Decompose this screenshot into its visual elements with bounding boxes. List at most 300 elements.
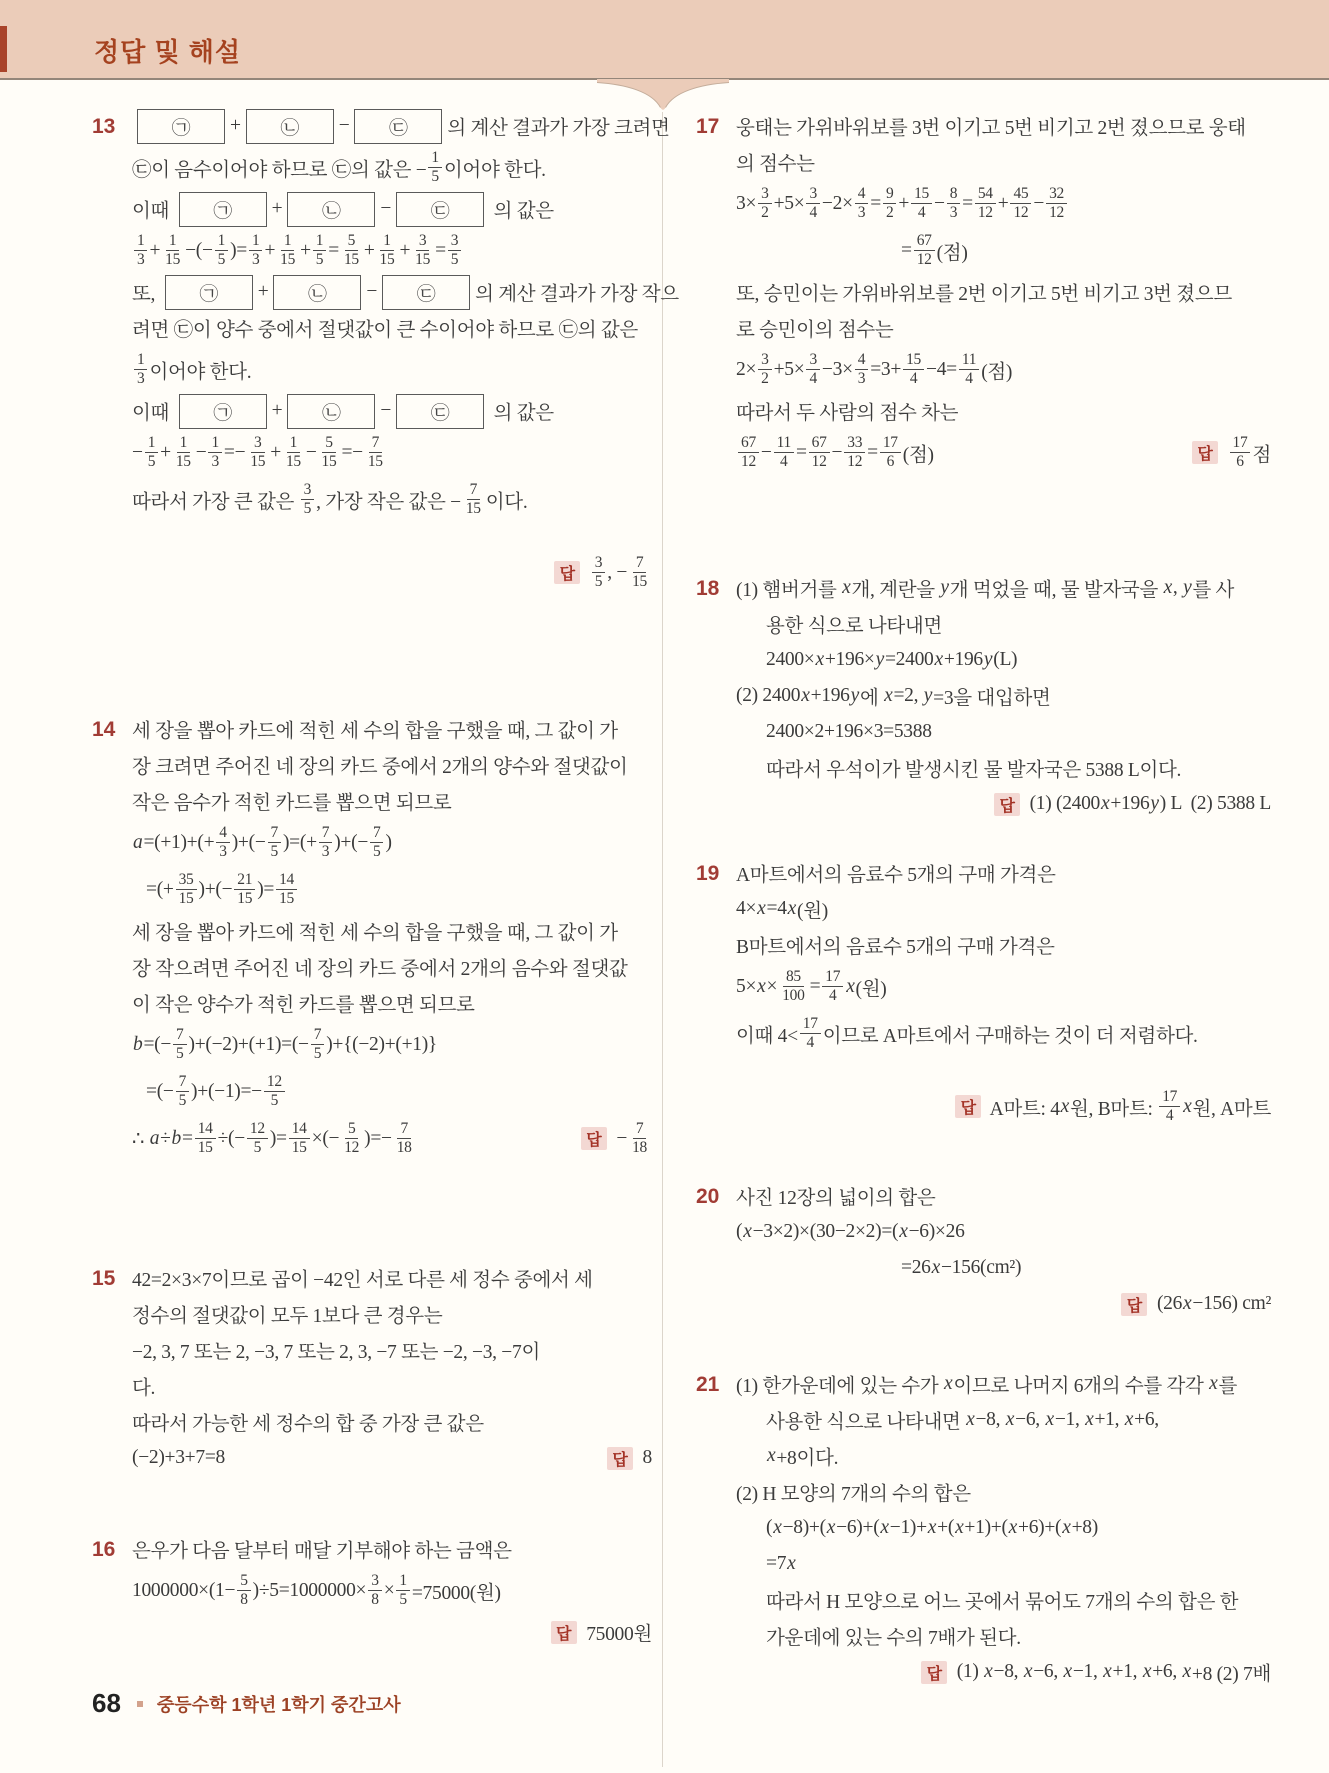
fraction: $\frac{9}{2}$ [883, 184, 896, 224]
fraction: $\frac{11}{4}$ [774, 433, 794, 473]
solution-line [736, 1510, 1271, 1546]
fraction: $\frac{7}{18}$ [396, 1119, 412, 1156]
math-variable: a [133, 831, 143, 853]
text-run: (1) 햄버거를 [736, 580, 842, 601]
text-run: , 가장 작은 값은 − [316, 491, 461, 513]
fraction: $\frac{7}{5}$ [370, 823, 383, 863]
answer-badge: 답 [921, 1661, 947, 1684]
fraction: $\frac{17}{6}$ [1230, 433, 1251, 473]
text-run: (L) [993, 649, 1018, 670]
solution-line [736, 1402, 1271, 1438]
fraction: $\frac{54}{12}$ [975, 184, 996, 224]
text-run: +8이다. [776, 1448, 839, 1469]
spacer [736, 1057, 1271, 1083]
text-run: +6, [1152, 1661, 1182, 1682]
problem-body [736, 1366, 1271, 1690]
text-run: −3×2)×(30−2×2)=( [752, 1221, 899, 1242]
problem-19 [696, 855, 1271, 1130]
math-variable: x [984, 1661, 993, 1682]
solution-line [132, 1068, 652, 1115]
text-run: −8)+( [782, 1517, 826, 1538]
text-run: 의 계산 결과가 가장 작으 [475, 284, 679, 305]
fraction: $\frac{3}{15}$ [250, 433, 266, 470]
text-run: 장 크려면 주어진 네 장의 카드 중에서 2개의 양수와 절댓값이 [132, 757, 628, 778]
fraction: $\frac{17}{4}$ [1159, 1087, 1180, 1127]
text-run: − [338, 115, 350, 136]
text-run: = [870, 192, 881, 214]
text-run: =(+1)+(+ [143, 831, 215, 853]
text-run: + [257, 281, 269, 302]
problem-15 [92, 1260, 652, 1476]
fraction: $\frac{11}{4}$ [959, 350, 979, 390]
answer-line [607, 1447, 652, 1470]
text-run: = [182, 1127, 193, 1149]
math-variable: b [171, 1127, 181, 1149]
text-run: 이때 [132, 201, 174, 222]
fraction: $\frac{1}{5}$ [313, 231, 326, 271]
text-run: )= [230, 239, 248, 261]
text-run: − [380, 400, 392, 421]
text-run: −3× [821, 358, 853, 380]
math-variable: x [1163, 577, 1172, 598]
math-variable: x [826, 1517, 836, 1538]
text-run: 개 먹었을 때, 물 발자국을 [949, 580, 1163, 601]
problem-number: 13 [92, 115, 116, 138]
text-run: 개, 계란을 [851, 580, 940, 601]
answer-line [955, 1087, 1271, 1127]
fraction: $\frac{7}{15}$ [367, 433, 383, 470]
text-run: (점) [981, 361, 1013, 383]
problem-16 [92, 1531, 652, 1650]
text-run: 5× [736, 975, 757, 997]
fraction: $\frac{3}{5}$ [592, 553, 605, 593]
solution-line [132, 1614, 652, 1650]
fraction: $\frac{4}{3}$ [216, 823, 229, 863]
text-run: −6, [1033, 1661, 1063, 1682]
text-run: −6)×26 [908, 1221, 965, 1242]
text-run: )= [257, 878, 275, 900]
header-band [0, 0, 1329, 80]
solution-line [132, 1440, 652, 1476]
solution-line [736, 855, 1271, 891]
text-run: + [230, 115, 241, 136]
math-variable: x [927, 1517, 937, 1538]
fraction: $\frac{5}{15}$ [321, 433, 337, 470]
math-variable: x [966, 1409, 975, 1430]
text-run: + [271, 198, 283, 219]
fraction: $\frac{5}{15}$ [343, 231, 359, 268]
math-variable: x [899, 1221, 908, 1242]
text-run: 작은 음수가 적힌 카드를 뽑으면 되므로 [132, 793, 452, 814]
solution-line [736, 963, 1271, 1010]
problem-13 [92, 108, 679, 596]
text-run: 2400×2+196×3=5388 [766, 721, 932, 742]
math-variable: x [1101, 793, 1110, 814]
fraction: $\frac{1}{15}$ [285, 433, 301, 470]
fraction: $\frac{3}{4}$ [806, 350, 819, 390]
text-run: −8, [993, 1661, 1023, 1682]
text-run: ( [766, 1517, 773, 1538]
text-run: 이므로 A마트에서 구매하는 것이 더 저렴하다. [822, 1025, 1198, 1047]
fraction: $\frac{15}{4}$ [903, 350, 924, 390]
text-run: + [300, 239, 311, 261]
fraction: $\frac{35}{15}$ [176, 870, 197, 910]
text-run: × [766, 975, 778, 997]
solution-line [736, 227, 1271, 274]
fraction: $\frac{14}{15}$ [195, 1119, 216, 1159]
fraction: $\frac{5}{8}$ [237, 1571, 250, 1611]
spacer [132, 523, 652, 549]
fraction: $\frac{12}{5}$ [264, 1072, 285, 1112]
fraction: $\frac{3}{5}$ [301, 480, 314, 520]
solution-line [132, 549, 652, 596]
text-run: − [934, 192, 945, 214]
text-run: +1, [1094, 1409, 1124, 1430]
solution-line [132, 1021, 652, 1068]
text-run: ) [385, 831, 392, 853]
blank-box: ㉠ [137, 109, 225, 144]
text-run: + [270, 441, 281, 463]
fraction: $\frac{8}{3}$ [947, 184, 960, 224]
fraction: $\frac{1}{15}$ [165, 231, 181, 268]
solution-line [736, 1618, 1271, 1654]
fraction: $\frac{17}{4}$ [822, 967, 843, 1007]
solution-line [736, 1083, 1271, 1130]
text-run: −1, [1072, 1661, 1103, 1682]
blank-box: ㉠ [165, 275, 253, 310]
math-variable: x [943, 1373, 953, 1394]
text-run: +196× [824, 649, 875, 670]
blank-box: ㉡ [287, 192, 375, 227]
solution-line [132, 747, 652, 783]
fraction: $\frac{1}{5}$ [428, 148, 441, 188]
problem-number: 19 [696, 862, 720, 885]
text-run: ÷(− [217, 1127, 245, 1149]
text-run: 이어야 한다. [149, 361, 252, 383]
text-run: −2× [821, 192, 853, 214]
math-variable: x [1085, 1409, 1094, 1430]
text-run: +1)+( [964, 1517, 1008, 1538]
answer-line [581, 1119, 652, 1159]
text-run: 세 장을 뽑아 카드에 적힌 세 수의 합을 구했을 때, 그 값이 가 [132, 923, 618, 944]
problem-number: 14 [92, 718, 116, 741]
text-run: 의 값은 [489, 201, 554, 222]
text-run: 사용한 식으로 나타내면 [766, 1412, 966, 1433]
text-run: +6, [1134, 1409, 1159, 1430]
problem-number: 21 [696, 1373, 720, 1396]
blank-box: ㉢ [396, 394, 484, 429]
math-variable: y [983, 649, 993, 670]
fraction: $\frac{45}{12}$ [1010, 184, 1031, 224]
text-run: 따라서 H 모양으로 어느 곳에서 묶어도 7개의 수의 합은 한 [766, 1592, 1239, 1613]
text-run: (26 [1152, 1293, 1183, 1314]
text-run: )+{(−2)+(+1)} [326, 1033, 437, 1055]
text-run: + [160, 441, 171, 463]
fraction: $\frac{7}{15}$ [465, 480, 481, 517]
solution-line [736, 393, 1271, 429]
fraction: $\frac{7}{5}$ [176, 1072, 189, 1112]
text-run: A마트에서의 음료수 5개의 구매 가격은 [736, 865, 1056, 886]
math-variable: x [1182, 1661, 1191, 1682]
solution-line [736, 1010, 1271, 1057]
text-run: +196 [810, 685, 850, 706]
problem-body [736, 570, 1271, 822]
solution-line [132, 819, 652, 866]
text-run: )+(− [231, 831, 266, 853]
text-run: (2) H 모양의 7개의 수의 합은 [736, 1484, 971, 1505]
problem-body [132, 108, 679, 596]
text-run: =7 [766, 1553, 787, 1574]
text-run: = [962, 192, 973, 214]
text-run: + [363, 239, 375, 261]
fraction: $\frac{3}{15}$ [415, 231, 431, 268]
text-run: 따라서 가능한 세 정수의 합 중 가장 큰 값은 [132, 1414, 484, 1435]
fraction: $\frac{4}{3}$ [855, 350, 868, 390]
answer-badge: 답 [551, 1621, 577, 1644]
text-run: − [380, 198, 392, 219]
solutions-content [0, 80, 1329, 1690]
text-run: =− [223, 441, 246, 463]
book-title: 중등수학 1학년 1학기 중간고사 [156, 1694, 401, 1715]
answer-badge: 답 [955, 1095, 981, 1118]
problem-number: 16 [92, 1538, 116, 1561]
solution-line [736, 714, 1271, 750]
solution-line [736, 1546, 1271, 1582]
text-run: −156(cm²) [940, 1257, 1022, 1278]
fraction: $\frac{33}{12}$ [844, 433, 865, 473]
page-footer [92, 1688, 401, 1719]
blank-box: ㉢ [396, 192, 484, 227]
problem-body [132, 711, 652, 1162]
solution-line [132, 1260, 652, 1296]
solution-line [132, 1332, 652, 1368]
fraction: $\frac{1}{15}$ [175, 433, 191, 470]
problem-17 [696, 108, 1271, 476]
solution-line [132, 191, 652, 227]
text-run: 가운데에 있는 수의 7배가 된다. [766, 1628, 1021, 1649]
math-variable: x [842, 577, 851, 598]
math-variable: x [757, 898, 766, 919]
text-run: 용한 식으로 나타내면 [766, 616, 942, 637]
text-run: 8 [637, 1447, 652, 1468]
text-run: = [901, 239, 912, 261]
text-run: 3× [736, 192, 757, 214]
math-variable: y [850, 685, 859, 706]
text-run: , [1172, 577, 1183, 598]
solution-line [132, 711, 652, 747]
text-run: − [760, 441, 772, 463]
fraction: $\frac{7}{18}$ [632, 1119, 647, 1156]
text-run: =(− [146, 1080, 174, 1102]
text-run: 따라서 두 사람의 점수 차는 [736, 403, 959, 424]
text-run: +5× [773, 192, 805, 214]
text-run: + [149, 239, 161, 261]
answer-line [551, 1618, 652, 1646]
text-run: (원) [855, 978, 887, 1000]
solution-line [132, 393, 652, 429]
solution-line [132, 783, 652, 819]
fraction: $\frac{85}{100}$ [782, 967, 805, 1004]
math-variable: x [1045, 1409, 1054, 1430]
text-run: 2400× [766, 649, 815, 670]
footer-bullet-icon [137, 1701, 143, 1707]
text-run: −156) cm² [1192, 1293, 1271, 1314]
solution-line [736, 1366, 1271, 1402]
problem-body [736, 1178, 1271, 1322]
solution-line [736, 1654, 1271, 1690]
solution-line [132, 1567, 652, 1614]
math-variable: x [1063, 1661, 1072, 1682]
text-run: (1) [952, 1661, 984, 1682]
math-variable: y [923, 685, 933, 706]
solution-line [132, 1531, 652, 1567]
text-run: + [399, 239, 411, 261]
text-run: +8 (2) 7배 [1191, 1664, 1271, 1685]
text-run: − [132, 441, 143, 463]
text-run: −1, [1054, 1409, 1085, 1430]
text-run: + [898, 192, 910, 214]
fraction: $\frac{7}{5}$ [268, 823, 281, 863]
text-run: =− [341, 441, 363, 463]
math-variable: x [1005, 1409, 1015, 1430]
text-run: 2× [736, 358, 757, 380]
text-run: −6, [1015, 1409, 1045, 1430]
solution-line [736, 1286, 1271, 1322]
fraction: $\frac{1}{3}$ [134, 231, 147, 271]
solution-line [132, 108, 670, 144]
text-run: −8, [975, 1409, 1005, 1430]
math-variable: x [757, 975, 766, 997]
text-run: 세 장을 뽑아 카드에 적힌 세 수의 합을 구했을 때, 그 값이 가 [132, 721, 618, 742]
text-run: − [1033, 192, 1045, 214]
fraction: $\frac{15}{4}$ [911, 184, 932, 224]
solution-line [132, 1115, 652, 1162]
text-run: 이 작은 양수가 적힌 카드를 뽑으면 되므로 [132, 995, 475, 1016]
solution-line [736, 310, 1271, 346]
text-run: =26 [901, 1257, 931, 1278]
blank-box: ㉠ [179, 394, 267, 429]
blank-box: ㉡ [273, 275, 361, 310]
page-number: 68 [92, 1688, 121, 1718]
math-variable: a [149, 1127, 160, 1149]
fraction: $\frac{7}{15}$ [632, 553, 647, 590]
math-variable: x [787, 1553, 796, 1574]
text-run: +( [937, 1517, 955, 1538]
fraction: $\frac{17}{6}$ [880, 433, 901, 473]
text-run: +5× [773, 358, 805, 380]
text-run: = [328, 239, 339, 261]
text-run: =4 [766, 898, 787, 919]
answer-badge: 답 [581, 1127, 607, 1150]
solution-line [736, 927, 1271, 963]
solution-line [736, 750, 1271, 786]
math-variable: x [787, 898, 797, 919]
solution-line [736, 180, 1271, 227]
text-run: 장 작으려면 주어진 네 장의 카드 중에서 2개의 음수와 절댓값 [132, 959, 628, 980]
text-run: 다. [132, 1378, 156, 1399]
solution-line [736, 891, 1271, 927]
text-run: −(− [185, 239, 213, 261]
math-variable: x [1209, 1373, 1218, 1394]
text-run: 사진 12장의 넓이의 합은 [736, 1188, 936, 1209]
answer-badge: 답 [1121, 1293, 1147, 1316]
blank-box: ㉢ [382, 275, 470, 310]
solution-line [736, 786, 1271, 822]
answer-badge: 답 [607, 1447, 633, 1470]
solution-line [132, 1404, 652, 1440]
problem-20 [696, 1178, 1271, 1322]
problem-14 [92, 711, 652, 1162]
fraction: $\frac{1}{3}$ [134, 350, 147, 390]
text-run: 또, 승민이는 가위바위보를 2번 이기고 5번 비기고 3번 졌으므 [736, 284, 1232, 305]
fraction: $\frac{1}{3}$ [208, 433, 221, 473]
text-run: −1)+ [889, 1517, 927, 1538]
math-variable: y [1183, 577, 1192, 598]
math-variable: x [934, 649, 943, 670]
fraction: $\frac{1}{3}$ [249, 231, 262, 271]
fraction: $\frac{17}{4}$ [800, 1014, 821, 1054]
fraction: $\frac{67}{12}$ [914, 231, 935, 271]
fraction: $\frac{1}{15}$ [280, 231, 296, 268]
text-run: 따라서 우석이가 발생시킨 물 발자국은 5388 L이다. [766, 760, 1182, 781]
fraction: $\frac{4}{3}$ [855, 184, 868, 224]
text-run: 이다. [485, 491, 528, 513]
text-run: =2, [893, 685, 923, 706]
answer-badge: 답 [1192, 441, 1218, 464]
text-run: ÷ [160, 1127, 171, 1149]
problem-body [132, 1531, 652, 1650]
math-variable: x [884, 685, 893, 706]
text-run: )=(+ [282, 831, 317, 853]
math-variable: y [875, 649, 884, 670]
answer-badge: 답 [994, 793, 1020, 816]
problem-number: 17 [696, 115, 720, 138]
text-run: − [611, 1127, 628, 1149]
math-variable: x [1124, 1409, 1134, 1430]
text-run: 1000000×(1− [132, 1579, 236, 1601]
text-run: , − [607, 561, 628, 583]
fraction: $\frac{14}{15}$ [289, 1119, 310, 1159]
problem-18 [696, 570, 1271, 822]
text-run: − [831, 441, 843, 463]
problem-number: 18 [696, 577, 720, 600]
text-run: )= [269, 1127, 287, 1149]
fraction: $\frac{3}{4}$ [806, 184, 819, 224]
fraction: $\frac{3}{5}$ [448, 231, 461, 271]
solution-line [132, 949, 652, 985]
text-run: A마트: 4 [986, 1098, 1060, 1120]
solution-line [736, 1178, 1271, 1214]
answer-line [921, 1658, 1271, 1686]
text-run: ) L (2) 5388 L [1159, 793, 1271, 814]
text-run: + [264, 239, 276, 261]
solution-line [736, 429, 1271, 476]
solution-line [736, 606, 1271, 642]
fraction: $\frac{3}{2}$ [758, 184, 771, 224]
text-run: ㉢이 음수이어야 하므로 ㉢의 값은 − [132, 159, 427, 181]
solution-line [132, 913, 652, 949]
answer-line [1192, 433, 1271, 473]
math-variable: x [767, 1445, 776, 1466]
math-variable: x [1183, 1095, 1192, 1117]
math-variable: x [846, 975, 855, 997]
text-run: )+(−2)+(+1)=(− [188, 1033, 309, 1055]
text-run: ×(− [311, 1127, 340, 1149]
text-run: 4× [736, 898, 757, 919]
text-run: 75000원 [581, 1624, 652, 1645]
math-variable: x [1023, 1661, 1033, 1682]
text-run: ( [736, 1221, 743, 1242]
